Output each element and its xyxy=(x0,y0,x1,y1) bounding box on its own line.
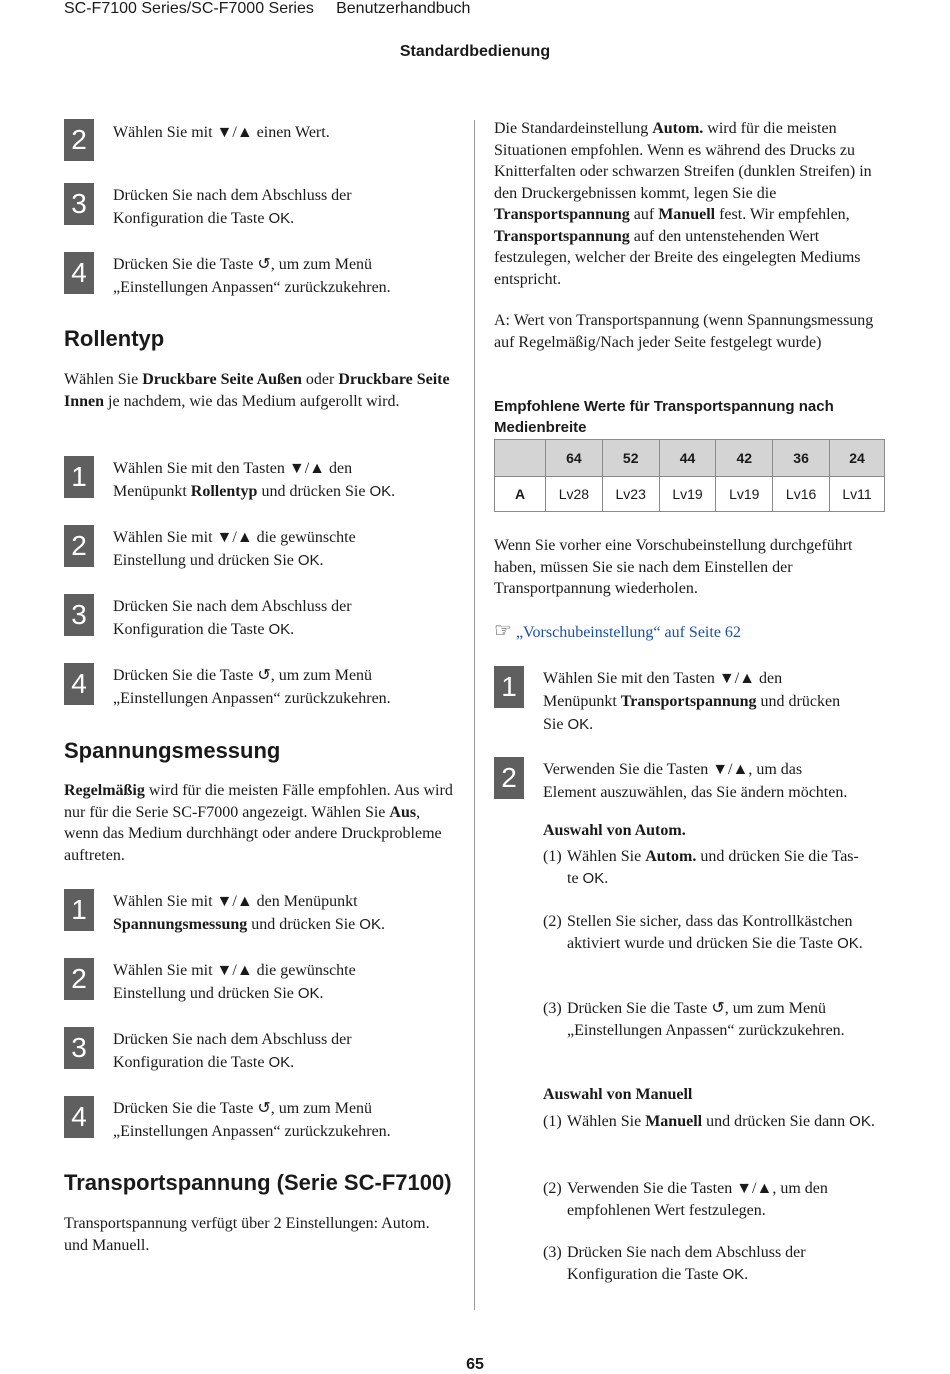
manuell-heading: Auswahl von Manuell xyxy=(543,1086,693,1103)
table-note: A: Wert von Transportspannung (wenn Spannungsmessung auf Regelmäßig/Nach jeder Seite festgelegt wurde) xyxy=(494,312,874,351)
table-header-cell: 64 xyxy=(546,440,603,477)
step-number: 1 xyxy=(64,456,94,498)
step-text: Wählen Sie mit ▼/▲ die gewünschte Einstellung und drücken Sie OK. xyxy=(113,962,356,1002)
heading-spannungsmessung: Spannungsmessung xyxy=(64,738,281,763)
recommended-values-table xyxy=(494,439,885,512)
step-text: Drücken Sie die Taste ↺, um zum Menü „Einstellungen Anpassen“ zurückzukehren. xyxy=(113,1100,391,1140)
table-cell: Lv19 xyxy=(659,477,716,512)
transport-intro: Transportspannung verfügt über 2 Einstellungen: Autom. und Manuell. xyxy=(64,1215,430,1254)
cross-reference-link[interactable] xyxy=(494,621,874,644)
step-text: Drücken Sie nach dem Abschluss der Konfiguration die Taste OK. xyxy=(113,187,352,227)
spannung-intro: Regelmäßig wird für die meisten Fälle empfohlen. Aus wird nur für die Serie SC-F7000 angezeigt. Wählen Sie Aus, wenn das Medium durchhängt oder andere Druckprobleme auftreten. xyxy=(64,782,453,864)
column-divider xyxy=(474,120,475,1310)
table-header-row xyxy=(495,440,885,477)
table-title: Empfohlene Werte für Transportspannung nach Medienbreite xyxy=(494,398,834,436)
table-header-cell xyxy=(495,440,546,477)
step-number: 2 xyxy=(494,757,524,799)
step-text: Drücken Sie die Taste ↺, um zum Menü „Einstellungen Anpassen“ zurückzukehren. xyxy=(113,667,391,707)
step-text: Drücken Sie nach dem Abschluss der Konfiguration die Taste OK. xyxy=(113,598,352,638)
running-header: SC-F7100 Series/SC-F7000 Series Benutzerhandbuch xyxy=(64,0,471,17)
table-cell: Lv11 xyxy=(829,477,884,512)
step-text: Verwenden Sie die Tasten ▼/▲, um das Element auszuwählen, das Sie ändern möchten. xyxy=(543,761,848,801)
table-cell: Lv28 xyxy=(546,477,603,512)
rollentyp-intro: Wählen Sie Druckbare Seite Außen oder Druckbare Seite Innen je nachdem, wie das Medium aufgerollt wird. xyxy=(64,371,450,410)
step-text: Drücken Sie nach dem Abschluss der Konfiguration die Taste OK. xyxy=(113,1031,352,1071)
step-text: Wählen Sie mit ▼/▲ die gewünschte Einstellung und drücken Sie OK. xyxy=(113,529,356,569)
table-row xyxy=(495,477,885,512)
step-number: 4 xyxy=(64,252,94,294)
hand-pointer-icon: ☞ xyxy=(494,620,512,642)
step-number: 1 xyxy=(494,666,524,708)
table-cell: Lv16 xyxy=(773,477,830,512)
step-text: Wählen Sie mit den Tasten ▼/▲ den Menüpunkt Rollentyp und drücken Sie OK. xyxy=(113,460,396,500)
table-header-cell: 42 xyxy=(716,440,773,477)
page-number: 65 xyxy=(466,1356,484,1373)
table-header-cell: 52 xyxy=(602,440,659,477)
step-number: 2 xyxy=(64,525,94,567)
section-header: Standardbedienung xyxy=(399,43,551,60)
step-number: 3 xyxy=(64,1027,94,1069)
step-number: 3 xyxy=(64,594,94,636)
vorschub-note: Wenn Sie vorher eine Vorschubeinstellung durchgeführt haben, müssen Sie sie nach dem Einstellen der Transportpannung wiederholen. xyxy=(494,537,853,597)
table-cell: A xyxy=(495,477,546,512)
autom-heading: Auswahl von Autom. xyxy=(543,822,686,839)
table-cell: Lv23 xyxy=(602,477,659,512)
table-header-cell: 36 xyxy=(773,440,830,477)
table-header-cell: 44 xyxy=(659,440,716,477)
step-text: Drücken Sie die Taste ↺, um zum Menü „Einstellungen Anpassen“ zurückzukehren. xyxy=(113,256,391,296)
heading-rollentyp: Rollentyp xyxy=(64,326,165,351)
heading-transportspannung: Transportspannung (Serie SC-F7100) xyxy=(64,1170,452,1195)
link-text[interactable]: „Vorschubeinstellung“ auf Seite 62 xyxy=(515,624,741,641)
step-text: Wählen Sie mit den Tasten ▼/▲ den Menüpunkt Transportspannung und drücken Sie OK. xyxy=(543,670,841,733)
step-number: 2 xyxy=(64,958,94,1000)
step-text: Wählen Sie mit ▼/▲ den Menüpunkt Spannungsmessung und drücken Sie OK. xyxy=(113,893,385,933)
step-text: Wählen Sie mit ▼/▲ einen Wert. xyxy=(113,124,330,141)
step-number: 2 xyxy=(64,119,94,161)
transport-description: Die Standardeinstellung Autom. wird für die meisten Situationen empfohlen. Wenn es während des Drucks zu Knitterfalten oder schwarzen Streifen (dunklen Streifen) in den Druckergebnissen kommt, legen Sie die Transportspannung auf Manuell fest. Wir empfehlen, Transportspannung auf den untenstehenden Wert festzulegen, welcher der Breite des eingelegten Mediums entspricht. xyxy=(494,120,872,288)
step-number: 4 xyxy=(64,663,94,705)
table-cell: Lv19 xyxy=(716,477,773,512)
step-number: 3 xyxy=(64,183,94,225)
step-number: 1 xyxy=(64,889,94,931)
step-number: 4 xyxy=(64,1096,94,1138)
table-header-cell: 24 xyxy=(829,440,884,477)
